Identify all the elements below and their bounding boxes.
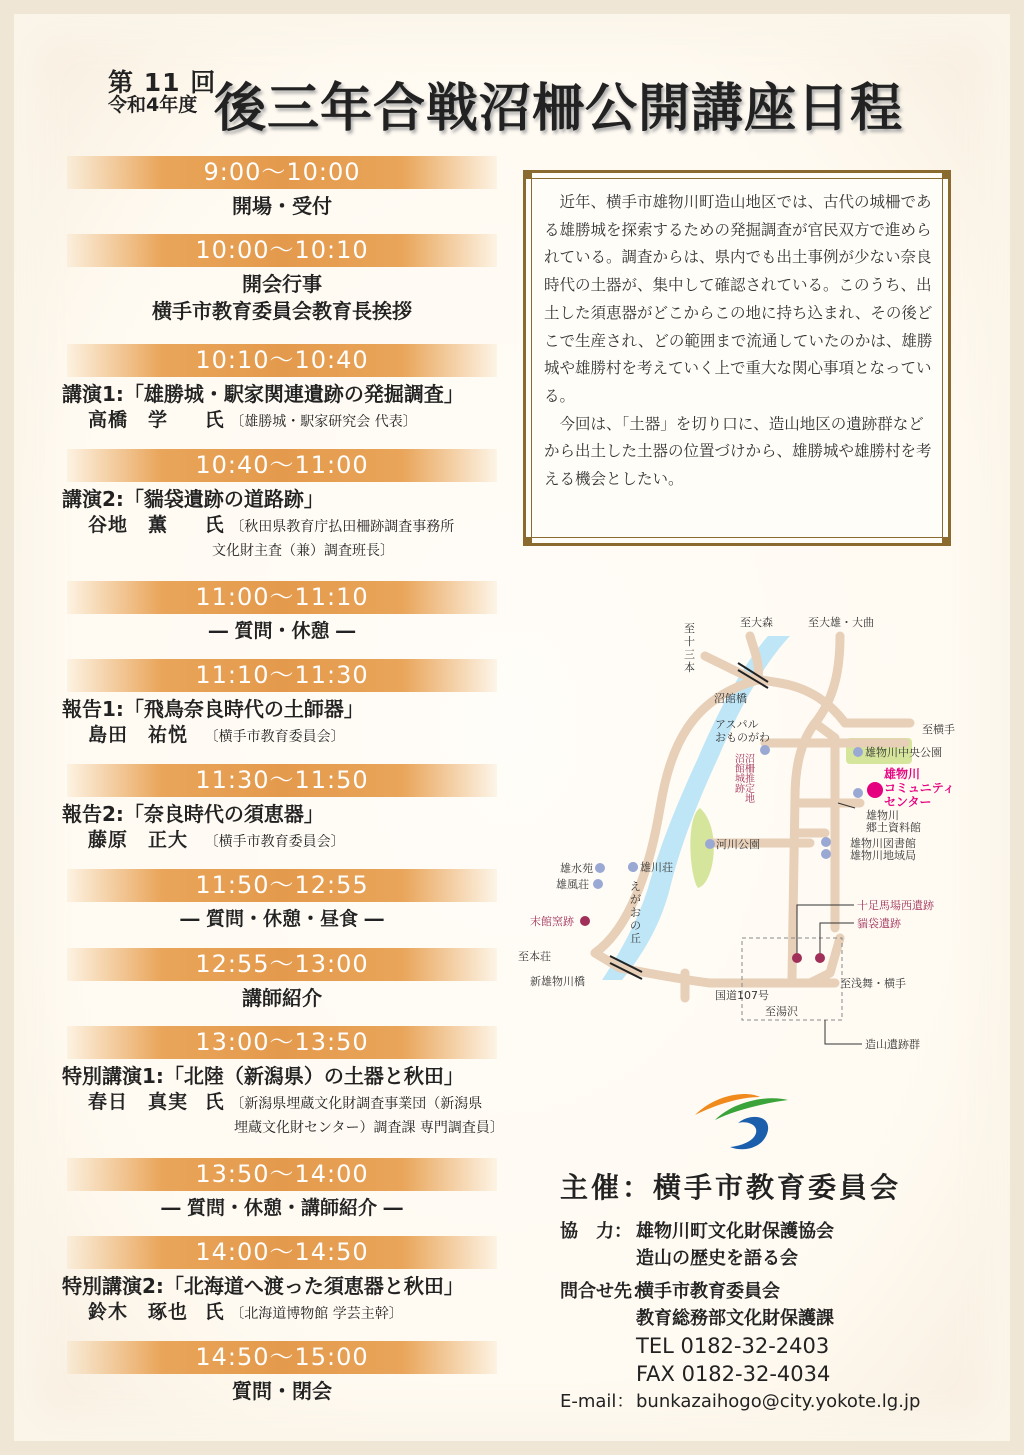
schedule-slot: [62, 869, 502, 933]
schedule-slot: [62, 156, 502, 220]
map-label: 至大森: [740, 616, 773, 629]
map-label-vertical: 沼柵推定地: [742, 753, 754, 803]
poi-marker: [705, 839, 715, 849]
map-label: 至浅舞・横手: [840, 977, 906, 990]
map-label: 河川公園: [716, 838, 760, 851]
cooperation-org: 造山の歴史を語る会: [636, 1248, 798, 1269]
time-bar: 11:30〜11:50: [67, 764, 497, 797]
schedule-slot: [62, 1026, 502, 1139]
slot-sublabel: 横手市教育委員会教育長挨拶: [152, 299, 412, 323]
time-bar: 10:40〜11:00: [67, 449, 497, 482]
contact-dept: 教育総務部文化財保護課: [636, 1308, 834, 1329]
slot-label: 開会行事: [242, 272, 322, 296]
map-label: 雄物川中央公園: [865, 746, 942, 759]
map-label: が: [630, 893, 641, 906]
map-label: 雄水苑: [560, 862, 593, 875]
honorific: 氏: [204, 1091, 224, 1113]
contact-email[interactable]: bunkazaihogo@city.yokote.lg.jp: [636, 1391, 921, 1412]
map-label: 至本荘: [518, 950, 551, 963]
contact-org: 横手市教育委員会: [636, 1281, 780, 1302]
schedule-slot: [62, 1236, 502, 1327]
lecturer-name: 春日 真実: [88, 1091, 189, 1113]
lecture-title: 講演1:「雄勝城・駅家関連遺跡の発掘調査」: [62, 382, 464, 406]
time-bar: 11:00〜11:10: [67, 581, 497, 614]
map-label-highlight: 雄物川: [884, 767, 921, 781]
reporter-affiliation: 〔横手市教育委員会〕: [204, 834, 345, 850]
map-label: 雄川荘: [640, 861, 673, 874]
map-label-highlight: センター: [884, 795, 932, 809]
map-label-site: 十足馬場西遺跡: [857, 899, 934, 912]
map-label: アスパル: [715, 718, 759, 731]
map-label: お: [630, 906, 641, 919]
lecturer: [62, 408, 502, 435]
schedule-slot: [62, 344, 502, 435]
time-bar: 13:50〜14:00: [67, 1158, 497, 1191]
map-label: 雄物川: [866, 809, 899, 822]
reporter-name: 藤原 正大: [88, 829, 189, 851]
map-label: の: [630, 919, 641, 932]
map-label: 至横手: [922, 723, 955, 736]
header-edition-block: [108, 70, 216, 116]
reporter-name: 島田 祐悦: [88, 724, 189, 746]
poi-marker: [593, 879, 603, 889]
email-label: E-mail：: [560, 1391, 635, 1412]
map-label-site: 貒袋遺跡: [857, 917, 901, 930]
description-paragraph: 近年、横手市雄物川町造山地区では、古代の城柵である雄勝城を探索するための発掘調査が官民双方で進められている。調査からは、県内でも出土事例が少ない奈良時代の土器が、集中して確認されている。このうち、出土した須恵器がどこからこの地に持ち込まれ、その後どこで生産され、どの範囲まで流通していたのかは、雄勝城や雄勝村を考えていく上で重大な関心事項となっている。: [544, 193, 933, 405]
schedule-slot: [62, 234, 502, 325]
slot-label: 講師紹介: [242, 986, 322, 1010]
map-label: 至大雄・大曲: [808, 616, 874, 629]
map-label: 新雄物川橋: [530, 975, 585, 988]
map-label: 十: [684, 635, 695, 648]
map-label: 雄物川図書館: [850, 837, 916, 850]
slot-label: 開場・受付: [232, 194, 332, 218]
map-label: え: [630, 880, 641, 893]
lecture-title: 講演2:「貒袋遺跡の道路跡」: [62, 487, 324, 511]
reporter-affiliation: 〔横手市教育委員会〕: [204, 729, 345, 745]
map-label: 国道107号: [715, 989, 769, 1002]
report-title: 報告1:「飛鳥奈良時代の土師器」: [62, 697, 364, 721]
lecturer-affiliation: 〔北海道博物館 学芸主幹〕: [230, 1306, 403, 1322]
lecturer-affiliation: 〔秋田県教育庁払田柵跡調査事務所: [230, 519, 455, 535]
schedule-slot: [62, 764, 502, 855]
poi-marker: [760, 745, 770, 755]
cooperation-org: 雄物川町文化財保護協会: [636, 1221, 834, 1242]
cooperation-label: 協 力：: [560, 1221, 632, 1242]
map-label: 丘: [630, 932, 641, 945]
slot-label: 質問・閉会: [232, 1379, 332, 1403]
lecture-title: 特別講演2:「北海道へ渡った須恵器と秋田」: [62, 1274, 464, 1298]
site-marker: [580, 916, 590, 926]
site-marker: [792, 953, 802, 963]
poi-marker: [821, 849, 831, 859]
map-label: おものがわ: [715, 731, 770, 744]
time-bar: 11:50〜12:55: [67, 869, 497, 902]
schedule-slot: [62, 581, 502, 645]
honorific: 氏: [204, 1301, 224, 1323]
community-center-marker: [867, 782, 883, 798]
schedule-slot: [62, 1341, 502, 1405]
lecturer-affiliation: 〔新潟県埋蔵文化財調査事業団（新潟県: [230, 1096, 483, 1112]
poi-marker: [595, 863, 605, 873]
access-map: [510, 608, 980, 1058]
lecturer-name: 高橋 学: [88, 409, 169, 431]
map-label: 三: [684, 648, 695, 661]
poi-marker: [853, 747, 863, 757]
poi-marker: [821, 837, 831, 847]
map-label-site: 末館窯跡: [530, 915, 574, 928]
lecturer-affiliation-cont: 文化財主査（兼）調査班長〕: [212, 543, 394, 559]
map-label: 造山遺跡群: [865, 1038, 920, 1051]
page-title: 後三年合戦沼柵公開講座日程: [214, 78, 904, 139]
contact-label: 問合せ先：: [560, 1281, 650, 1302]
yokote-city-logo: [690, 1085, 790, 1155]
lecturer-name: 谷地 薫: [88, 514, 169, 536]
map-label-vertical: 沼館城跡: [732, 753, 744, 793]
map-label: 郷土資料館: [866, 821, 921, 834]
map-label-highlight: コミュニティ: [884, 781, 955, 795]
schedule-slot: [62, 449, 502, 562]
schedule-slot: [62, 948, 502, 1012]
time-bar: 14:00〜14:50: [67, 1236, 497, 1269]
lecturer: [62, 1300, 502, 1327]
fiscal-year: 令和4年度: [108, 94, 198, 117]
site-marker: [815, 953, 825, 963]
time-bar: 12:55〜13:00: [67, 948, 497, 981]
time-bar: 9:00〜10:00: [67, 156, 497, 189]
lecturer: [62, 1090, 502, 1117]
organizer-main: 主催：横手市教育委員会: [560, 1171, 902, 1204]
slot-label: ― 質問・休憩・昼食 ―: [180, 908, 384, 930]
lecturer-affiliation: 〔雄勝城・駅家研究会 代表〕: [230, 414, 417, 430]
honorific: 氏: [204, 409, 224, 431]
reporter: [62, 723, 502, 750]
slot-label: ― 質問・休憩 ―: [208, 620, 356, 642]
report-title: 報告2:「奈良時代の須恵器」: [62, 802, 324, 826]
time-bar: 13:00〜13:50: [67, 1026, 497, 1059]
map-label: 雄物川地域局: [850, 849, 916, 862]
contact-fax: FAX 0182-32-4034: [636, 1362, 831, 1386]
lecturer-name: 鈴木 琢也: [88, 1301, 189, 1323]
time-bar: 10:00〜10:10: [67, 234, 497, 267]
map-label: 沼館橋: [714, 692, 747, 705]
description-paragraph: 今回は、「土器」を切り口に、造山地区の遺跡群などから出土した土器の位置づけから、雄勝城や雄勝村を考える機会としたい。: [544, 414, 932, 489]
reporter: [62, 828, 502, 855]
time-bar: 11:10〜11:30: [67, 659, 497, 692]
lecture-title: 特別講演1:「北陸（新潟県）の土器と秋田」: [62, 1064, 464, 1088]
schedule-slot: [62, 1158, 502, 1222]
organizer-block: [560, 1166, 920, 1416]
poi-marker: [853, 788, 863, 798]
schedule-slot: [62, 659, 502, 750]
slot-label: ― 質問・休憩・講師紹介 ―: [161, 1197, 403, 1219]
map-label: 至湯沢: [765, 1005, 798, 1018]
vertical-labels: [733, 753, 755, 803]
time-bar: 14:50〜15:00: [67, 1341, 497, 1374]
lecturer-affiliation-cont: 埋蔵文化財センター）調査課 専門調査員〕: [234, 1120, 504, 1136]
time-bar: 10:10〜10:40: [67, 344, 497, 377]
contact-tel: TEL 0182-32-2403: [636, 1334, 830, 1358]
honorific: 氏: [204, 514, 224, 536]
map-label: 雄風荘: [556, 878, 589, 891]
map-label: 本: [684, 661, 695, 674]
map-label: 至: [684, 622, 695, 635]
lecturer: [62, 513, 502, 540]
description-box: [523, 170, 951, 546]
edition-number: 第 11 回: [108, 68, 217, 97]
